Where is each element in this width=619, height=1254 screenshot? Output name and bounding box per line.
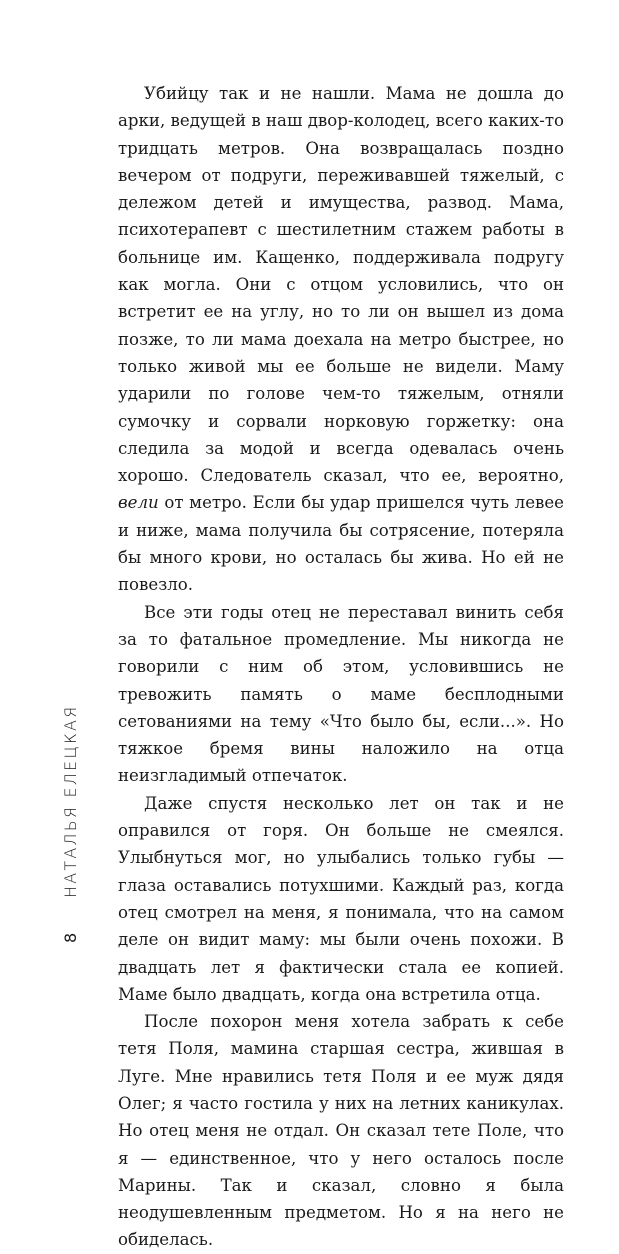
- page-number: 8: [61, 932, 80, 943]
- paragraph-1-text-a: Убийцу так и не нашли. Мама не дошла до арки, ведущей в наш двор-колодец, всего каких-то тридцать метров. Она возвращалась поздно вечером от подруги, переживавшей тяжелый, с дележом детей и имущества, развод. Мама, психотерапевт с шестилетним стажем работы в больнице им. Кащенко, поддерживала подругу как могла. Они с отцом условились, что он встретит ее на углу, но то ли он вышел из дома позже, то ли мама доехала на метро быстрее, но только живой мы ее больше не видели. Маму ударили по голове чем-то тяжелым, отняли сумочку и сорвали норковую горжетку: она следила за модой и всегда одевалась очень хорошо. Следователь сказал, что ее, вероятно,: [118, 84, 564, 486]
- body-text: [118, 80, 564, 1254]
- paragraph-4: После похорон меня хотела забрать к себе тетя Поля, мамина старшая сестра, жившая в Луге. Мне нравились тетя Поля и ее муж дядя Олег; я часто гостила у них на летних каникулах. Но отец меня не отдал. Он сказал тете Поле, что я — единственное, что у него осталось после Марины. Так и сказал, словно я была неодушевленным предметом. Но я на него не обиделась.: [118, 1012, 564, 1250]
- paragraph-1-text-b: от метро. Если бы удар пришелся чуть левее и ниже, мама получила бы сотрясение, потеряла бы много крови, но осталась бы жива. Но ей не повезло.: [118, 493, 564, 595]
- paragraph-1: [118, 80, 564, 599]
- paragraph-3: Даже спустя несколько лет он так и не оправился от горя. Он больше не смеялся. Улыбнуться мог, но улыбались только губы — глаза оставались потухшими. Каждый раз, когда отец смотрел на меня, я понимала, что на самом деле он видит маму: мы были очень похожи. В двадцать лет я фактически стала ее копией. Маме было двадцать, когда она встретила отца.: [118, 793, 564, 1004]
- author-name: НАТАЛЬЯ ЕЛЕЦКАЯ: [61, 704, 80, 898]
- running-head: [54, 704, 94, 1004]
- paragraph-1-italic-word: вели: [118, 493, 159, 513]
- paragraph-2: Все эти годы отец не переставал винить себя за то фатальное промедление. Мы никогда не говорили с ним об этом, условившись не тревожить память о маме бесплодными сетованиями на тему «Что было бы, если...». Но тяжкое бремя вины наложило на отца неизгладимый отпечаток.: [118, 602, 564, 786]
